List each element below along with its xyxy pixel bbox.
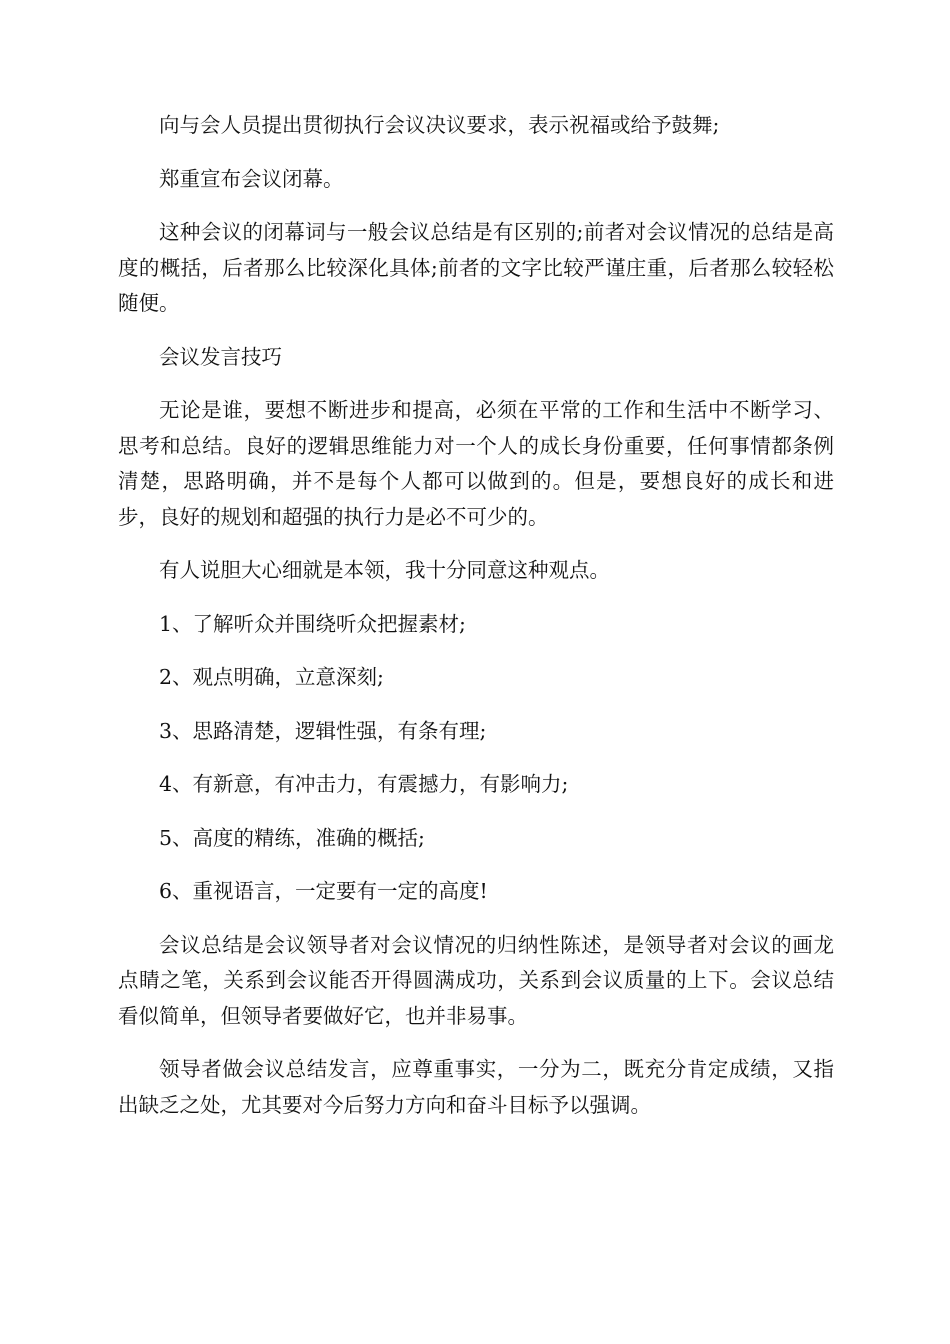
section-heading-speech-skills: 会议发言技巧 [159,344,282,369]
paragraph-leader-summary: 领导者做会议总结发言，应尊重事实，一分为二，既充分肯定成绩，又指出缺乏之处，尤其要对今后努力方向和奋斗目标予以强调。 [118,1057,834,1117]
paragraph-closing-announcement: 郑重宣布会议闭幕。 [159,166,344,191]
list-item-3: 3、思路清楚，逻辑性强，有条有理; [159,718,487,743]
list-item-6: 6、重视语言，一定要有一定的高度! [159,879,488,903]
document-body [118,108,834,1141]
list-item-2: 2、观点明确，立意深刻; [159,665,384,689]
list-item-4: 4、有新意，有冲击力，有震撼力，有影响力; [159,772,569,796]
list-item-1: 1、了解听众并围绕听众把握素材; [159,611,466,636]
paragraph-resolution-requirements: 向与会人员提出贯彻执行会议决议要求，表示祝福或给予鼓舞; [159,113,720,137]
paragraph-meeting-summary: 会议总结是会议领导者对会议情况的归纳性陈述，是领导者对会议的画龙点睛之笔，关系到会议能否开得圆满成功，关系到会议质量的上下。会议总结看似简单，但领导者要做好它，也并非易事。 [118,932,834,1028]
paragraph-growth-thinking: 无论是谁，要想不断进步和提高，必须在平常的工作和生活中不断学习、思考和总结。良好的逻辑思维能力对一个人的成长身份重要，任何事情都条例清楚，思路明确，并不是每个人都可以做到的。但是，要想良好的成长和进步，良好的规划和超强的执行力是必不可少的。 [118,398,834,529]
paragraph-bold-careful: 有人说胆大心细就是本领，我十分同意这种观点。 [159,558,610,582]
paragraph-closing-speech-difference: 这种会议的闭幕词与一般会议总结是有区别的;前者对会议情况的总结是高度的概括，后者那么比较深化具体;前者的文字比较严谨庄重，后者那么较轻松随便。 [118,220,834,315]
list-item-5: 5、高度的精练，准确的概括; [159,825,425,850]
